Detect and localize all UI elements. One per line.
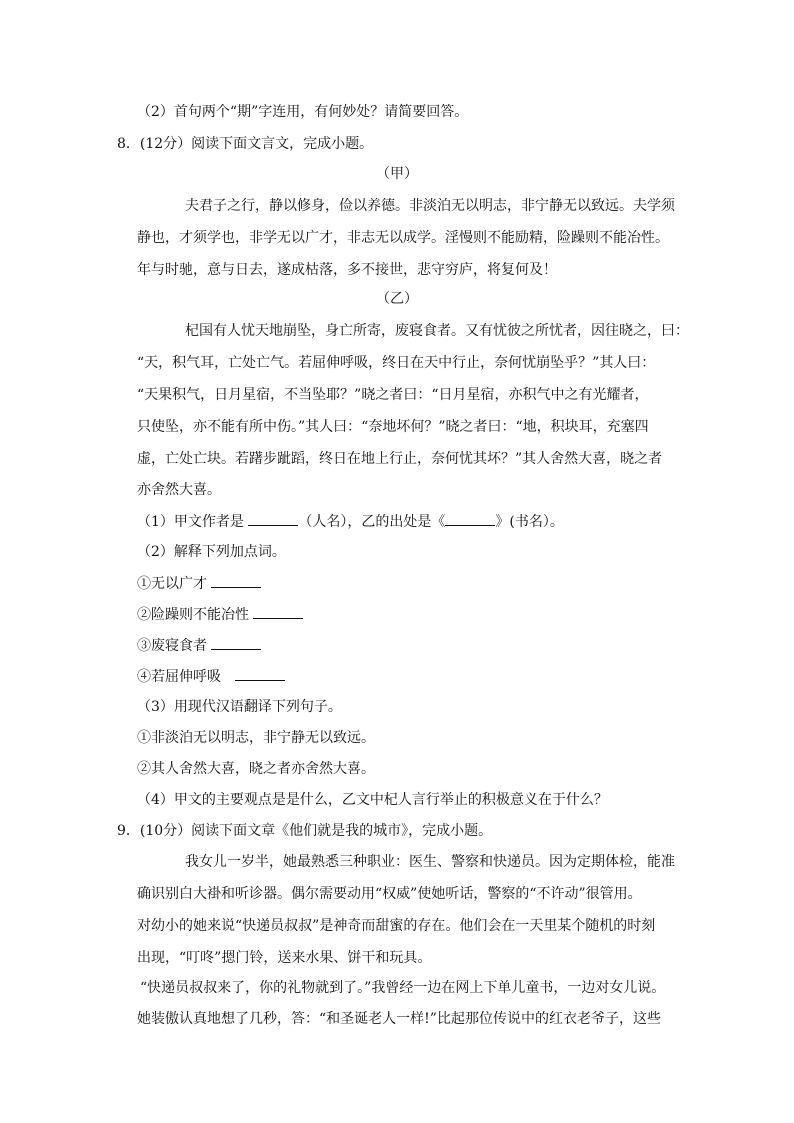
- q8-jia-title: （甲）: [376, 166, 418, 182]
- q8-sub2-item: [137, 604, 303, 624]
- q8-sub2-item-text: ④若屈伸呼吸: [137, 669, 235, 685]
- q8-sub4: （4）甲文的主要观点是是什么，乙文中杞人言行举止的积极意义在于什么？: [137, 792, 608, 808]
- source-book-answer-blank[interactable]: [445, 511, 495, 526]
- q9-para1-line: 对幼小的她来说“快递员叔叔”是神奇而甜蜜的存在。他们会在一天里某个随机的时刻: [137, 918, 656, 934]
- q8-jia-line: 静也，才须学也，非学无以广才，非志无以成学。淫慢则不能励精，险躁则不能冶性。: [137, 230, 669, 246]
- q8-sub1-text-a: （1）甲文作者是: [137, 514, 249, 530]
- q8-sub2-item: [137, 635, 261, 655]
- definition-answer-blank[interactable]: [253, 604, 303, 619]
- q8-jia-line: 年与时驰，意与日去，遂成枯落，多不接世，悲守穷庐，将复何及！: [137, 262, 557, 278]
- q7-sub2: （2）首句两个“期”字连用，有何妙处？请简要回答。: [137, 104, 469, 120]
- q8-yi-line: 虚，亡处亡块。若躇步跐蹈，终日在地上行止，奈何忧其坏？”其人舍然大喜，晓之者: [137, 451, 663, 467]
- q8-yi-line: “天果积气，日月星宿，不当坠耶？”晓之者曰：“日月星宿，亦积气中之有光耀者，: [137, 387, 649, 403]
- q8-sub3: （3）用现代汉语翻译下列句子。: [137, 699, 342, 715]
- q9-para1-line: 确识别白大褂和听诊器。偶尔需要动用“权威”使她听话，警察的“不许动”很管用。: [137, 886, 642, 902]
- definition-answer-blank[interactable]: [235, 666, 285, 681]
- q8-sub1-text-c: 》(书名）。: [495, 514, 564, 530]
- q8-sub1-text-b: （人名），乙的出处是《: [298, 514, 446, 530]
- q9-para1-line: 出现，“叮咚”摁门铃，送来水果、饼干和玩具。: [137, 950, 432, 966]
- q8-sub2-item-text: ③废寝食者: [137, 638, 212, 654]
- q9-para2-line: 她装傲认真地想了几秒，答：“和圣诞老人一样!”比起那位传说中的红衣老爷子，这些: [137, 1011, 661, 1027]
- q9-para2-line: “快递员叔叔来了，你的礼物就到了。”我曾经一边在网上下单儿童书，一边对女儿说。: [140, 980, 666, 996]
- q8-yi-line: 杞国有人忧天地崩坠，身亡所寄，废寝食者。又有忧彼之所忧者，因往晓之，曰：: [185, 323, 689, 339]
- definition-answer-blank[interactable]: [211, 635, 261, 650]
- author-answer-blank[interactable]: [248, 511, 298, 526]
- definition-answer-blank[interactable]: [211, 573, 261, 588]
- q9-header: 9．(10分）阅读下面文章《他们就是我的城市》，完成小题。: [117, 823, 493, 839]
- q8-sub1: [137, 511, 564, 531]
- q8-sub3-item: ①非淡泊无以明志，非宁静无以致远。: [137, 730, 375, 746]
- q8-yi-line: 只使坠，亦不能有所中伤。”其人曰：“奈地坏何？”晓之者曰：“地，积块耳，充塞四: [137, 419, 649, 435]
- q8-sub2-item-text: ②险躁则不能冶性: [137, 607, 254, 623]
- q8-yi-title: （乙）: [376, 291, 418, 307]
- q8-sub3-item: ②其人舍然大喜，晓之者亦舍然大喜。: [137, 761, 375, 777]
- q8-sub2-item: [137, 573, 261, 593]
- q8-yi-line: “天，积气耳，亡处亡气。若屈伸呼吸，终日在天中行止，奈何忧崩坠乎？”其人曰：: [137, 355, 656, 371]
- q8-yi-line: 亦舍然大喜。: [137, 482, 221, 498]
- q8-header: 8．(12分）阅读下面文言文，完成小题。: [117, 136, 374, 152]
- q8-sub2-item: [137, 666, 285, 686]
- q8-jia-line: 夫君子之行，静以修身，俭以养德。非淡泊无以明志，非宁静无以致远。夫学须: [185, 198, 675, 214]
- q9-para1-line: 我女儿一岁半，她最熟悉三种职业：医生、警察和快递员。因为定期体检，能准: [185, 854, 675, 870]
- q8-sub2-item-text: ①无以广才: [137, 576, 212, 592]
- q8-sub2: （2）解释下列加点词。: [137, 544, 286, 560]
